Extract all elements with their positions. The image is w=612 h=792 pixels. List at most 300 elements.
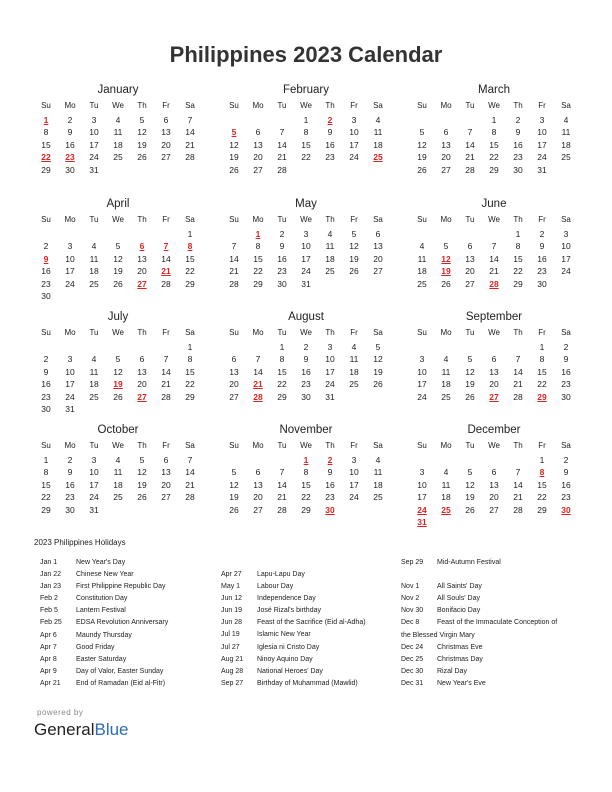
weekday-header: Mo — [64, 328, 76, 337]
day-cell: 14 — [513, 479, 523, 490]
weekday-header: Fr — [162, 101, 170, 110]
day-cell: 21 — [161, 379, 171, 389]
month-days-grid — [222, 328, 390, 403]
month-october — [34, 422, 202, 516]
holiday-day-cell: 22 — [41, 152, 51, 162]
holiday-date: Nov 2 — [401, 595, 420, 603]
day-cell: 21 — [229, 266, 239, 276]
day-cell: 24 — [325, 379, 335, 389]
day-cell: 5 — [115, 354, 121, 364]
day-cell: 14 — [513, 366, 523, 377]
weekday-header: Mo — [252, 441, 264, 450]
day-cell: 24 — [301, 266, 311, 276]
day-cell: 13 — [373, 241, 383, 251]
month-august — [222, 309, 390, 403]
day-cell: 7 — [231, 241, 237, 251]
day-cell: 25 — [441, 391, 451, 402]
day-cell: 31 — [65, 404, 75, 414]
holiday-entry — [221, 642, 366, 654]
day-cell: 17 — [417, 379, 427, 389]
day-cell: 1 — [279, 341, 285, 352]
day-cell: 5 — [351, 228, 357, 239]
day-cell: 20 — [253, 492, 263, 502]
day-cell: 12 — [113, 253, 123, 264]
day-cell: 20 — [137, 266, 147, 276]
day-cell: 7 — [255, 354, 261, 364]
day-cell: 28 — [161, 391, 171, 402]
holiday-day-cell: 21 — [253, 379, 263, 389]
weekday-header: Sa — [185, 441, 195, 450]
holiday-entry — [401, 581, 557, 593]
weekday-header: Sa — [561, 101, 571, 110]
day-cell: 2 — [563, 454, 569, 465]
day-cell: 21 — [185, 479, 195, 490]
brand-logo[interactable] — [34, 720, 129, 740]
day-cell: 23 — [325, 492, 335, 502]
month-name: August — [288, 311, 324, 323]
day-cell: 26 — [137, 152, 147, 162]
day-cell: 9 — [67, 467, 73, 477]
day-cell: 16 — [65, 139, 75, 150]
day-cell: 8 — [303, 467, 309, 477]
holiday-date: May 1 — [221, 583, 241, 591]
empty-day-cell — [458, 228, 482, 241]
holiday-day-cell: 27 — [489, 391, 499, 402]
day-cell: 3 — [67, 241, 73, 251]
day-cell: 10 — [89, 127, 99, 137]
day-cell: 7 — [515, 354, 521, 364]
holiday-entry — [221, 569, 366, 581]
day-cell: 27 — [441, 164, 451, 175]
day-cell: 13 — [489, 366, 499, 377]
day-cell: 10 — [349, 127, 359, 137]
holiday-day-cell: 19 — [113, 379, 123, 389]
day-cell: 27 — [465, 278, 475, 289]
day-cell: 17 — [417, 492, 427, 502]
empty-day-cell — [410, 341, 434, 354]
holiday-entry — [221, 629, 366, 641]
day-cell: 19 — [417, 152, 427, 162]
holiday-date: Apr 6 — [40, 631, 57, 639]
day-cell: 20 — [253, 152, 263, 162]
empty-day-cell — [106, 341, 130, 354]
day-cell: 28 — [185, 492, 195, 502]
day-cell: 29 — [253, 278, 263, 289]
empty-day-cell — [434, 114, 458, 127]
holiday-date: Apr 8 — [40, 655, 57, 663]
holiday-entry — [401, 666, 557, 678]
day-cell: 30 — [277, 278, 287, 289]
day-cell: 30 — [513, 164, 523, 175]
holiday-day-cell: 27 — [137, 278, 147, 289]
month-june — [410, 196, 578, 290]
day-cell: 3 — [563, 228, 569, 239]
holiday-name: Day of Valor, Easter Sunday — [76, 667, 164, 675]
day-cell: 4 — [327, 228, 333, 239]
day-cell: 14 — [253, 366, 263, 377]
day-cell: 2 — [539, 228, 545, 239]
day-cell: 1 — [539, 341, 545, 352]
day-cell: 13 — [161, 127, 171, 137]
day-cell: 7 — [491, 241, 497, 251]
day-cell: 7 — [187, 114, 193, 125]
day-cell: 12 — [417, 139, 427, 150]
day-cell: 18 — [441, 492, 451, 502]
day-cell: 6 — [139, 354, 145, 364]
holiday-name: Lantern Festival — [76, 607, 126, 615]
holiday-name: Feast of the Immaculate Conception of — [437, 619, 558, 627]
day-cell: 15 — [513, 253, 523, 264]
holiday-date: Sep 27 — [221, 679, 244, 687]
empty-day-cell — [410, 454, 434, 467]
holiday-entry — [401, 642, 557, 654]
day-cell: 24 — [349, 492, 359, 502]
weekday-header: Su — [229, 101, 239, 110]
day-cell: 15 — [277, 366, 287, 377]
day-cell: 21 — [513, 492, 523, 502]
day-cell: 18 — [441, 379, 451, 389]
day-cell: 30 — [41, 291, 51, 301]
day-cell: 17 — [65, 379, 75, 389]
holiday-day-cell: 21 — [161, 266, 171, 276]
weekday-header: Fr — [350, 441, 358, 450]
day-cell: 22 — [185, 266, 195, 276]
empty-day-cell — [434, 228, 458, 241]
holiday-date: Jan 22 — [40, 571, 62, 579]
weekday-header: Tu — [277, 215, 287, 224]
day-cell: 14 — [277, 479, 287, 490]
weekday-header: Tu — [465, 328, 475, 337]
holiday-entry — [40, 630, 168, 642]
day-cell: 8 — [539, 354, 545, 364]
day-cell: 6 — [491, 354, 497, 364]
day-cell: 19 — [349, 253, 359, 264]
day-cell: 16 — [561, 366, 571, 377]
month-name: January — [97, 84, 139, 96]
holiday-name: Birthday of Muhammad (Mawlid) — [257, 679, 358, 687]
holiday-day-cell: 8 — [539, 467, 545, 477]
empty-day-cell — [246, 454, 270, 467]
day-cell: 22 — [513, 266, 523, 276]
day-cell: 20 — [137, 379, 147, 389]
weekday-header: Fr — [162, 328, 170, 337]
day-cell: 9 — [539, 241, 545, 251]
weekday-header: We — [300, 441, 312, 450]
day-cell: 7 — [467, 127, 473, 137]
month-name: July — [107, 311, 129, 323]
holiday-date: Jun 12 — [221, 595, 243, 603]
day-cell: 25 — [373, 492, 383, 502]
day-cell: 22 — [185, 379, 195, 389]
day-cell: 15 — [301, 479, 311, 490]
month-name: June — [481, 198, 507, 210]
day-cell: 8 — [303, 127, 309, 137]
month-may — [222, 196, 390, 290]
day-cell: 4 — [91, 354, 97, 364]
weekday-header: We — [488, 328, 500, 337]
weekday-header: Fr — [538, 215, 546, 224]
holiday-entry — [40, 557, 168, 569]
weekday-header: Fr — [350, 328, 358, 337]
day-cell: 10 — [325, 354, 335, 364]
day-cell: 2 — [67, 454, 73, 465]
holiday-day-cell: 1 — [303, 454, 309, 465]
weekday-header: Tu — [89, 101, 99, 110]
holiday-entry — [401, 605, 557, 617]
day-cell: 17 — [349, 139, 359, 150]
weekday-header: Sa — [373, 328, 383, 337]
day-cell: 17 — [301, 253, 311, 264]
empty-day-cell — [154, 228, 178, 241]
month-days-grid — [222, 441, 390, 516]
day-cell: 25 — [417, 278, 427, 289]
day-cell: 28 — [229, 278, 239, 289]
day-cell: 22 — [277, 379, 287, 389]
holiday-entry — [40, 617, 168, 629]
day-cell: 8 — [43, 467, 49, 477]
day-cell: 23 — [537, 266, 547, 276]
holiday-date: Jul 27 — [221, 643, 240, 651]
day-cell: 9 — [327, 467, 333, 477]
day-cell: 17 — [537, 139, 547, 150]
empty-day-cell — [246, 341, 270, 354]
weekday-header: Mo — [64, 101, 76, 110]
weekday-header: Su — [41, 215, 51, 224]
day-cell: 1 — [491, 114, 497, 125]
day-cell: 12 — [465, 479, 475, 490]
holiday-date: Jul 19 — [221, 631, 240, 639]
day-cell: 15 — [253, 253, 263, 264]
day-cell: 22 — [537, 492, 547, 502]
weekday-header: Mo — [64, 215, 76, 224]
day-cell: 15 — [489, 139, 499, 150]
day-cell: 3 — [419, 467, 425, 477]
day-cell: 29 — [301, 504, 311, 515]
empty-day-cell — [434, 341, 458, 354]
day-cell: 19 — [465, 492, 475, 502]
holiday-day-cell: 30 — [561, 504, 571, 515]
day-cell: 6 — [467, 241, 473, 251]
day-cell: 23 — [277, 266, 287, 276]
day-cell: 27 — [253, 164, 263, 175]
weekday-header: Su — [229, 215, 239, 224]
day-cell: 21 — [185, 139, 195, 150]
holiday-name: Rizal Day — [437, 667, 467, 675]
weekday-header: Su — [417, 101, 427, 110]
weekday-header: Su — [41, 328, 51, 337]
holiday-entry — [401, 617, 557, 629]
day-cell: 4 — [443, 354, 449, 364]
empty-day-cell — [270, 114, 294, 127]
day-cell: 17 — [89, 479, 99, 490]
weekday-header: Sa — [561, 328, 571, 337]
day-cell: 26 — [137, 492, 147, 502]
month-july — [34, 309, 202, 416]
holiday-entry — [40, 605, 168, 617]
month-name: April — [106, 198, 130, 210]
month-days-grid — [34, 441, 202, 516]
month-days-grid — [34, 328, 202, 416]
day-cell: 30 — [65, 504, 75, 515]
day-cell: 29 — [537, 504, 547, 515]
holiday-entry — [40, 666, 168, 678]
day-cell: 30 — [65, 164, 75, 175]
empty-day-cell — [222, 454, 246, 467]
day-cell: 15 — [41, 479, 51, 490]
holiday-day-cell: 31 — [417, 517, 427, 527]
holiday-entry — [401, 557, 557, 569]
day-cell: 5 — [443, 241, 449, 251]
day-cell: 4 — [563, 114, 569, 125]
month-name: November — [279, 424, 333, 436]
day-cell: 19 — [229, 492, 239, 502]
day-cell: 29 — [185, 391, 195, 402]
brand-logo-part-1: General — [34, 720, 95, 739]
day-cell: 5 — [139, 454, 145, 465]
day-cell: 22 — [489, 152, 499, 162]
day-cell: 17 — [349, 479, 359, 490]
day-cell: 21 — [513, 379, 523, 389]
weekday-header: Su — [229, 328, 239, 337]
holiday-date: Sep 29 — [401, 559, 424, 566]
holiday-name: Maundy Thursday — [76, 631, 132, 639]
holiday-date: Dec 31 — [401, 679, 424, 687]
day-cell: 29 — [489, 164, 499, 175]
day-cell: 26 — [349, 266, 359, 276]
weekday-header: We — [300, 328, 312, 337]
holiday-name: Christmas Eve — [437, 643, 483, 651]
day-cell: 10 — [65, 366, 75, 377]
holiday-day-cell: 25 — [373, 152, 383, 162]
day-cell: 12 — [113, 366, 123, 377]
weekday-header: Sa — [185, 215, 195, 224]
holiday-name: the Blessed Virgin Mary — [401, 631, 475, 639]
weekday-header: Th — [513, 441, 523, 450]
day-cell: 22 — [253, 266, 263, 276]
weekday-header: Th — [137, 328, 147, 337]
holiday-entry — [221, 581, 366, 593]
holiday-name: EDSA Revolution Anniversary — [76, 619, 169, 627]
holiday-name: Chinese New Year — [76, 571, 134, 579]
weekday-header: Sa — [373, 215, 383, 224]
day-cell: 31 — [89, 504, 99, 515]
month-days-grid — [410, 441, 578, 529]
holiday-day-cell: 1 — [255, 228, 261, 239]
holiday-date: Feb 2 — [40, 595, 58, 603]
day-cell: 11 — [349, 354, 359, 364]
day-cell: 21 — [277, 492, 287, 502]
weekday-header: We — [300, 101, 312, 110]
day-cell: 31 — [325, 391, 335, 402]
day-cell: 30 — [561, 391, 571, 402]
day-cell: 12 — [229, 139, 239, 150]
day-cell: 2 — [303, 341, 309, 352]
day-cell: 5 — [375, 341, 381, 352]
holiday-date: Nov 1 — [401, 583, 420, 591]
day-cell: 18 — [373, 139, 383, 150]
day-cell: 11 — [373, 127, 383, 137]
weekday-header: Su — [417, 215, 427, 224]
day-cell: 17 — [89, 139, 99, 150]
holiday-day-cell: 7 — [163, 241, 169, 251]
day-cell: 3 — [303, 228, 309, 239]
weekday-header: Th — [137, 441, 147, 450]
day-cell: 10 — [537, 127, 547, 137]
day-cell: 1 — [43, 454, 49, 465]
day-cell: 7 — [163, 354, 169, 364]
holiday-date: Jan 1 — [40, 559, 58, 566]
day-cell: 10 — [349, 467, 359, 477]
holiday-list-col-2 — [221, 569, 366, 690]
day-cell: 13 — [253, 479, 263, 490]
day-cell: 1 — [539, 454, 545, 465]
day-cell: 31 — [537, 164, 547, 175]
month-march — [410, 82, 578, 176]
day-cell: 3 — [91, 114, 97, 125]
day-cell: 9 — [67, 127, 73, 137]
empty-day-cell — [410, 114, 434, 127]
day-cell: 6 — [443, 127, 449, 137]
month-name: September — [465, 311, 523, 323]
empty-day-cell — [58, 341, 82, 354]
day-cell: 26 — [113, 278, 123, 289]
weekday-header: Mo — [440, 441, 452, 450]
day-cell: 27 — [161, 492, 171, 502]
day-cell: 11 — [89, 253, 99, 264]
day-cell: 9 — [279, 241, 285, 251]
day-cell: 13 — [161, 467, 171, 477]
month-november — [222, 422, 390, 516]
day-cell: 18 — [325, 253, 335, 264]
holiday-name: Constitution Day — [76, 595, 128, 603]
empty-day-cell — [222, 341, 246, 354]
weekday-header: Mo — [252, 101, 264, 110]
empty-day-cell — [58, 228, 82, 241]
weekday-header: We — [488, 441, 500, 450]
weekday-header: Th — [513, 215, 523, 224]
day-cell: 10 — [561, 241, 571, 251]
day-cell: 12 — [137, 127, 147, 137]
month-days-grid — [410, 215, 578, 290]
day-cell: 20 — [373, 253, 383, 264]
holiday-name: End of Ramadan (Eid al-Fitr) — [76, 679, 166, 687]
weekday-header: Th — [325, 215, 335, 224]
day-cell: 19 — [465, 379, 475, 389]
weekday-header: Sa — [561, 441, 571, 450]
day-cell: 6 — [163, 114, 169, 125]
holiday-date: Jan 23 — [40, 583, 62, 591]
holiday-entry — [221, 593, 366, 605]
day-cell: 10 — [301, 241, 311, 251]
holiday-name: Good Friday — [76, 643, 115, 651]
day-cell: 27 — [489, 504, 499, 515]
holiday-day-cell: 9 — [43, 253, 49, 264]
weekday-header: Tu — [89, 215, 99, 224]
day-cell: 16 — [41, 266, 51, 276]
weekday-header: Su — [417, 441, 427, 450]
day-cell: 8 — [255, 241, 261, 251]
weekday-header: We — [112, 101, 124, 110]
month-days-grid — [34, 101, 202, 176]
day-cell: 13 — [465, 253, 475, 264]
day-cell: 15 — [185, 366, 195, 377]
day-cell: 4 — [375, 454, 381, 465]
weekday-header: Sa — [185, 101, 195, 110]
day-cell: 1 — [187, 341, 193, 352]
weekday-header: Mo — [64, 441, 76, 450]
day-cell: 29 — [185, 278, 195, 289]
day-cell: 30 — [301, 391, 311, 402]
